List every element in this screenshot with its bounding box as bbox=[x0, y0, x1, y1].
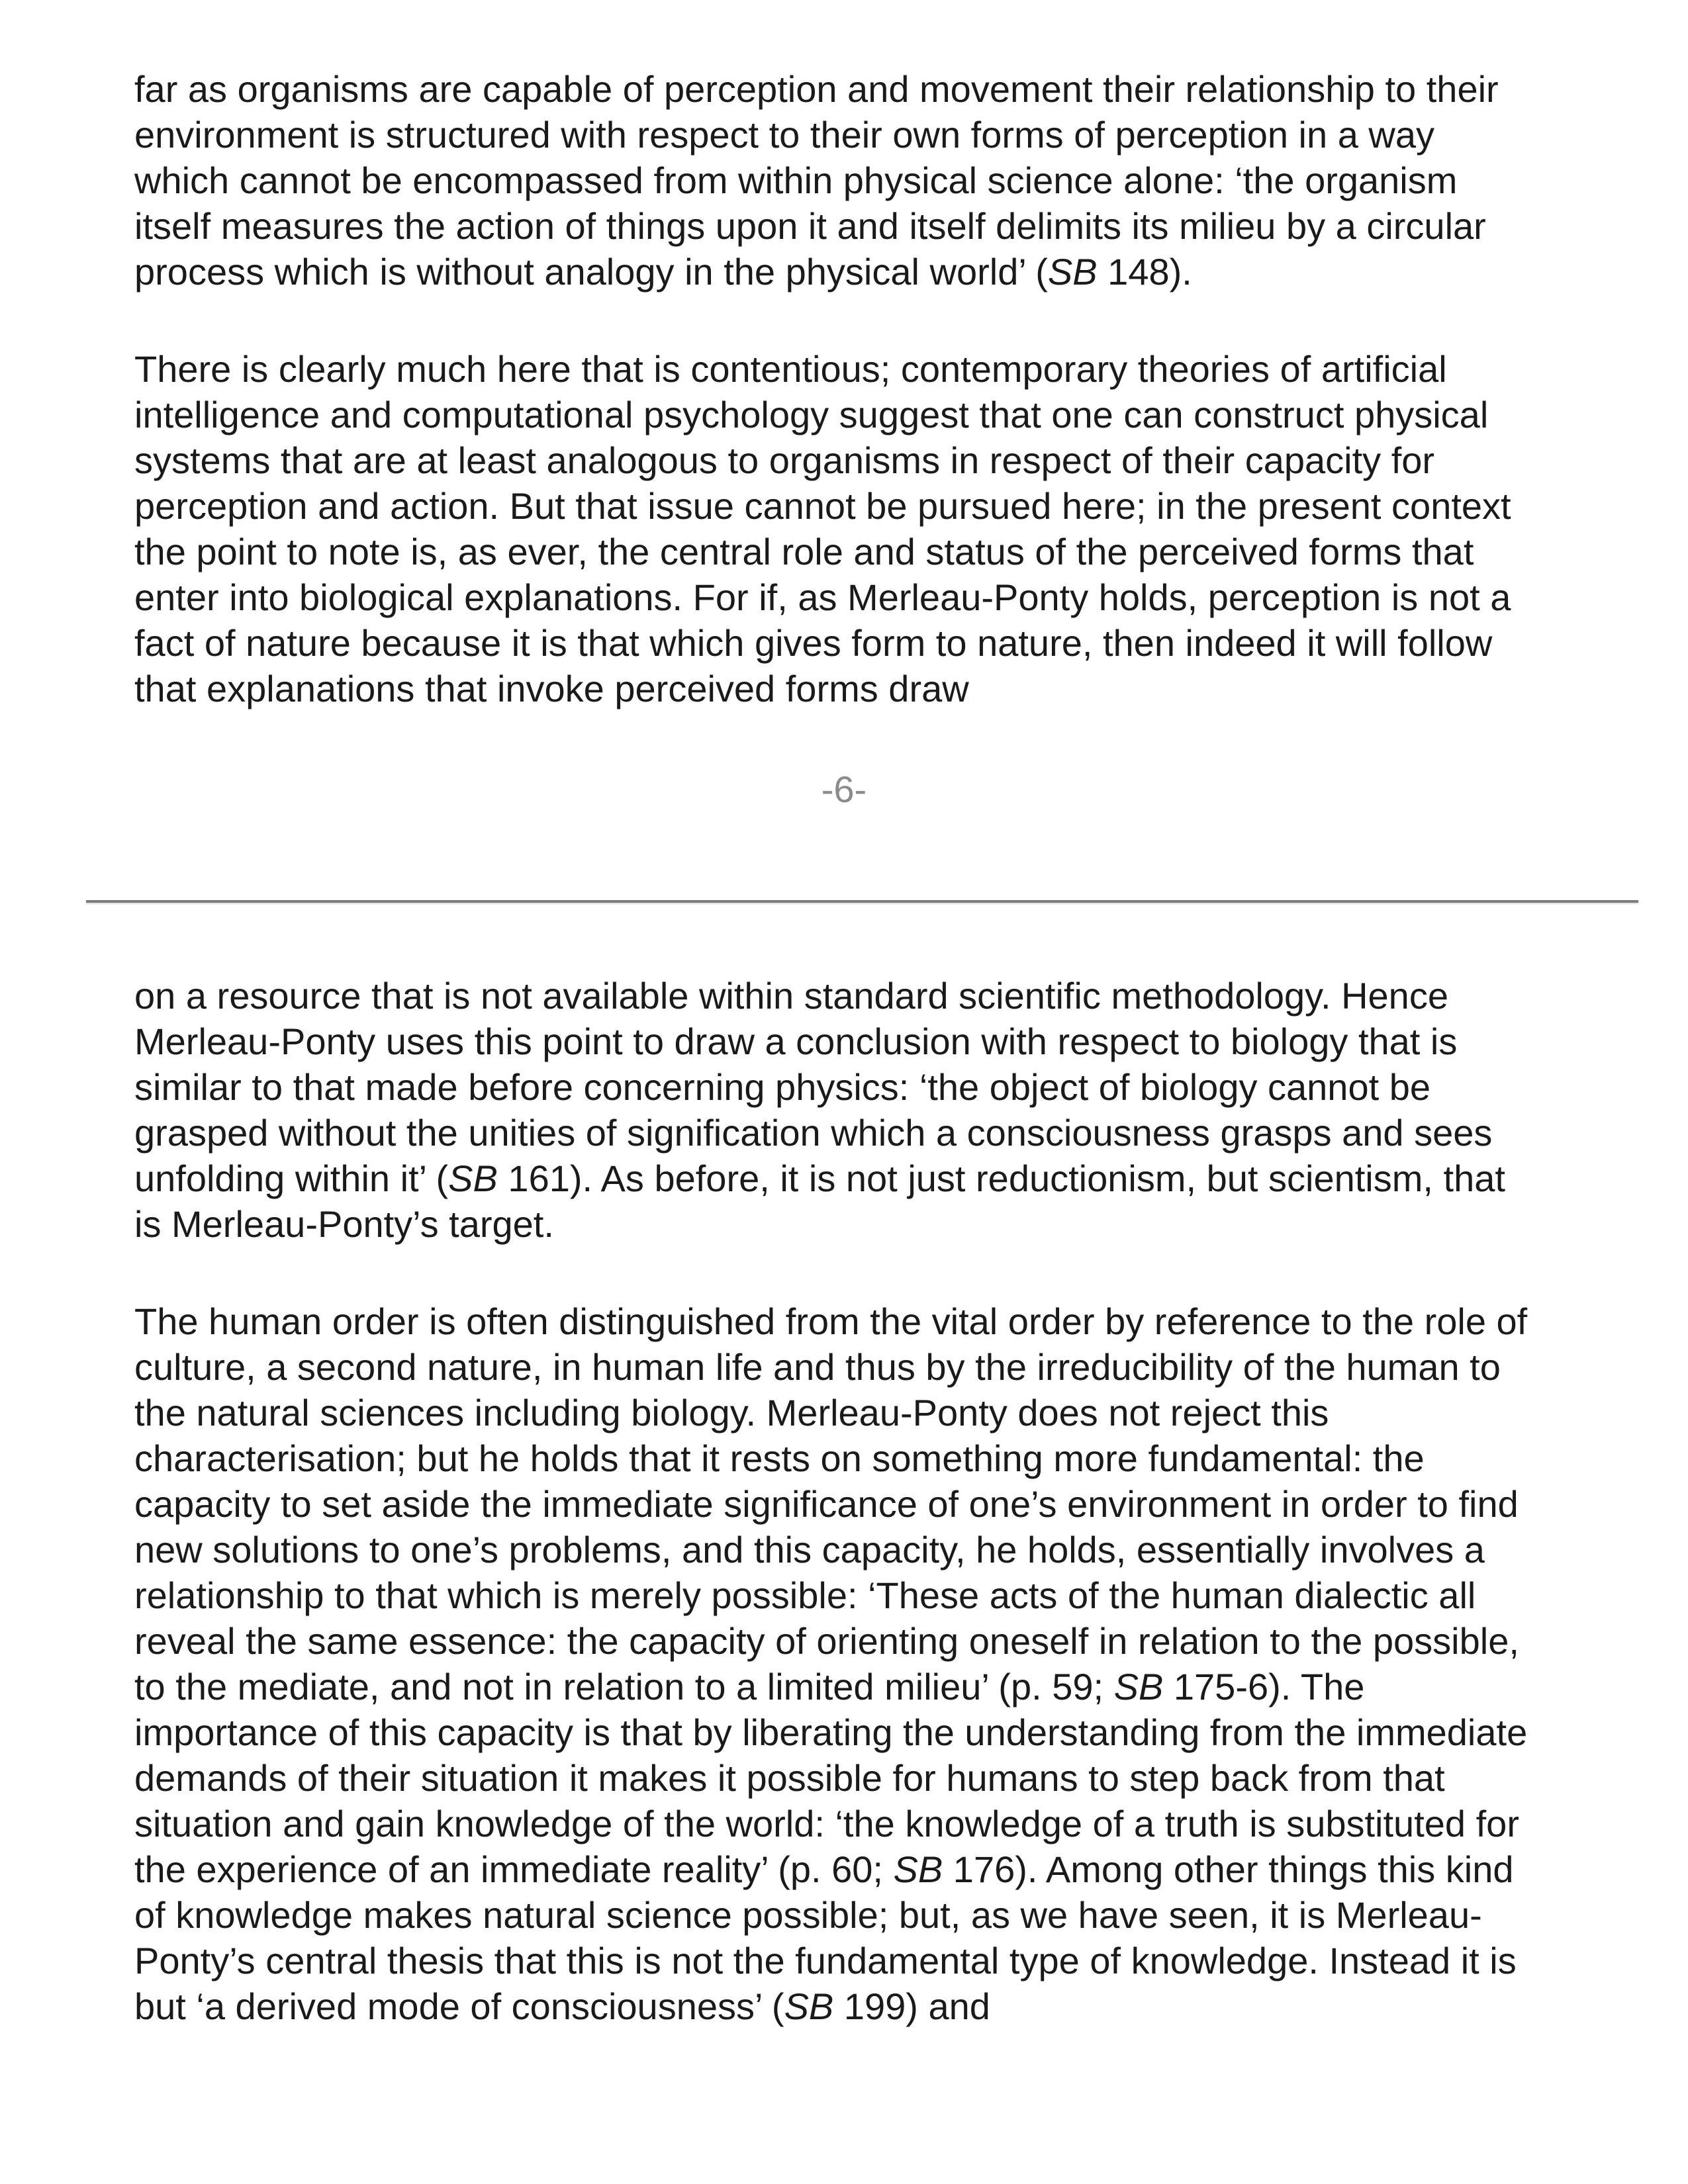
citation-sb: SB bbox=[1047, 251, 1098, 293]
page-7-text bbox=[134, 973, 1591, 2029]
paragraph-contentious: There is clearly much here that is contentious; contemporary theories of artificial intelligence and computational psychology suggest that one can construct physical systems that are at least analogous to organisms in respect of their capacity for perception and action. But that issue cannot be pursued here; in the present context the point to note is, as ever, the central role and status of the perceived forms that enter into biological explanations. For if, as Merleau-Ponty holds, perception is not a fact of nature because it is that which gives form to nature, then indeed it will follow that explanations that invoke perceived forms draw bbox=[134, 348, 1511, 709]
paragraph-biology-conclusion: on a resource that is not available within standard scientific methodology. Hence Merleau-Ponty uses this point to draw a conclusion with respect to biology that is similar to that made before concerning physics: ‘the object of biology cannot be grasped without the unities of signification which a consciousness grasps and sees unfolding within it’ (SB 161). As before, it is not just reductionism, but scientism, that is Merleau-Ponty’s target. bbox=[134, 975, 1505, 1245]
paragraph-organism-milieu: far as organisms are capable of perception and movement their relationship to their environment is structured with respect to their own forms of perception in a way which cannot be encompassed from within physical science alone: ‘the organism itself measures the action of things upon it and itself delimits its milieu by a circular process which is without analogy in the physical world’ (SB 148). bbox=[134, 68, 1499, 293]
paragraph-human-order: The human order is often distinguished from the vital order by reference to the role of culture, a second nature, in human life and thus by the irreducibility of the human to the natural sciences including biology. Merleau-Ponty does not reject this characterisation; but he holds that it rests on something more fundamental: the capacity to set aside the immediate significance of one’s environment in order to find new solutions to one’s problems, and this capacity, he holds, essentially involves a relationship to that which is merely possible: ‘These acts of the human dialectic all reveal the same essence: the capacity of orienting oneself in relation to the possible, to the mediate, and not in relation to a limited milieu’ (p. 59; SB 175-6). The importance of this capacity is that by liberating the understanding from the immediate demands of their situation it makes it possible for humans to step back from that situation and gain knowledge of the world: ‘the knowledge of a truth is substituted for the experience of an immediate reality’ (p. 60; SB 176). Among other things this kind of knowledge makes natural science possible; but, as we have seen, it is Merleau- Ponty’s central thesis that this is not the fundamental type of knowledge. Instead it is but ‘a derived mode of consciousness’ (SB 199) and bbox=[134, 1300, 1528, 2027]
citation-sb: SB bbox=[784, 1985, 834, 2027]
citation-sb: SB bbox=[448, 1158, 498, 1199]
page-6-text bbox=[134, 66, 1591, 711]
citation-sb: SB bbox=[1113, 1666, 1164, 1707]
page-number: -6- bbox=[821, 768, 867, 810]
page-divider bbox=[86, 900, 1638, 903]
citation-sb: SB bbox=[893, 1848, 943, 1890]
